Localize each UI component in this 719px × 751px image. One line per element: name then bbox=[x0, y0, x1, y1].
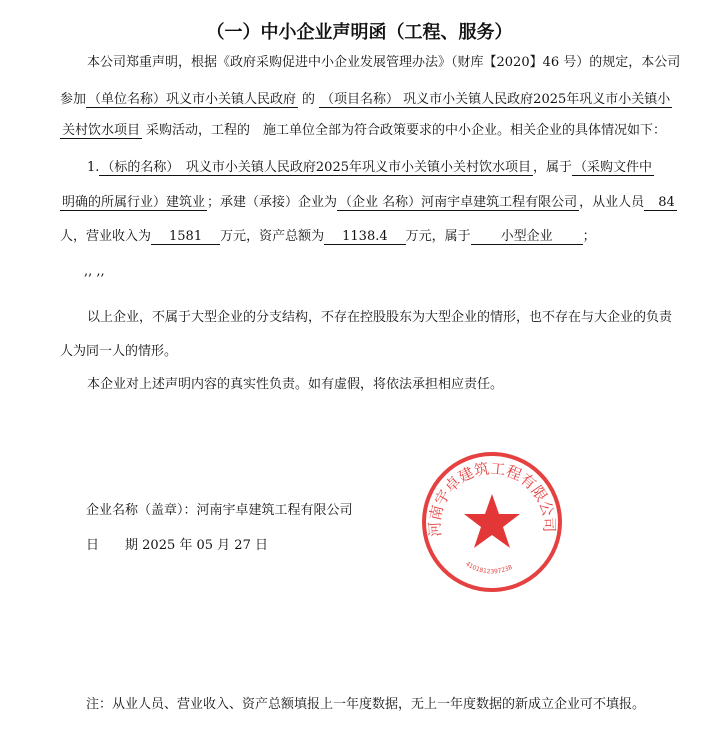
text: 万元，资产总额为 bbox=[220, 229, 325, 244]
revenue: 1581 bbox=[151, 229, 220, 245]
company-seal bbox=[420, 450, 564, 594]
text: 企业名称（盖章）： bbox=[86, 503, 197, 518]
project-name: （项目名称） 巩义市小关镇人民政府2025年巩义市小关镇小 bbox=[321, 92, 671, 107]
industry: （采购文件中 bbox=[574, 160, 653, 175]
item1-line3 bbox=[60, 229, 596, 245]
staff-count: 84 bbox=[644, 195, 677, 211]
date-line bbox=[86, 538, 268, 554]
text: 1. bbox=[87, 160, 100, 175]
ellipsis: ,, ,, bbox=[84, 264, 105, 279]
industry-cont: 明确的所属行业）建筑业 bbox=[62, 195, 206, 210]
text: ，从业人员 bbox=[579, 195, 645, 210]
text: ，属于 bbox=[533, 160, 573, 175]
unit-name: （单位名称）巩义市小关镇人民政府 bbox=[88, 92, 297, 107]
text: 的 bbox=[302, 92, 316, 107]
target-name: （标的名称） 巩义市小关镇人民政府2025年巩义市小关镇小关村饮水项目 bbox=[101, 160, 531, 175]
text: ；承建（承接）企业为 bbox=[207, 195, 338, 210]
assets: 1138.4 bbox=[324, 229, 406, 245]
svg-text:4101812397238: 4101812397238 bbox=[464, 560, 514, 576]
company-name: （企业 名称）河南宇卓建筑工程有限公司 bbox=[339, 195, 578, 210]
para1-line2 bbox=[60, 92, 672, 108]
footnote: 注：从业人员、营业收入、资产总额填报上一年度数据，无上一年度数据的新成立企业可不填报。 bbox=[86, 697, 646, 712]
para2-line1: 以上企业，不属于大型企业的分支结构，不存在控股股东为大型企业的情形，也不存在与大企业的负责 bbox=[87, 310, 673, 325]
item1-line2 bbox=[60, 195, 677, 211]
para3: 本企业对上述声明内容的真实性负责。如有虚假，将依法承担相应责任。 bbox=[87, 377, 504, 392]
project-name-cont: 关村饮水项目 bbox=[62, 123, 141, 138]
svg-text:河南宇卓建筑工程有限公司: 河南宇卓建筑工程有限公司 bbox=[425, 459, 559, 538]
para1-line1: 本公司郑重声明，根据《政府采购促进中小企业发展管理办法》（财库【2020】46 号）的规定，本公司 bbox=[87, 55, 681, 70]
para2-line2: 人为同一人的情形。 bbox=[60, 344, 178, 359]
enterprise-size: 小型企业 bbox=[471, 229, 583, 245]
signature-line bbox=[86, 503, 353, 519]
text: ； bbox=[582, 229, 596, 244]
date: 2025 年 05 月 27 日 bbox=[142, 538, 268, 553]
page-title: （一）中小企业声明函（工程、服务） bbox=[206, 22, 513, 43]
text: 万元，属于 bbox=[405, 229, 471, 244]
text: 参加 bbox=[60, 92, 87, 107]
signature-company: 河南宇卓建筑工程有限公司 bbox=[196, 503, 353, 518]
text: 人，营业收入为 bbox=[60, 229, 152, 244]
text: 采购活动，工程的 施工单位全部为符合政策要求的中小企业。相关企业的具体情况如下： bbox=[146, 123, 667, 138]
para1-line3 bbox=[60, 123, 666, 139]
text: 日 期 bbox=[86, 538, 139, 553]
item1-line1 bbox=[87, 160, 654, 176]
